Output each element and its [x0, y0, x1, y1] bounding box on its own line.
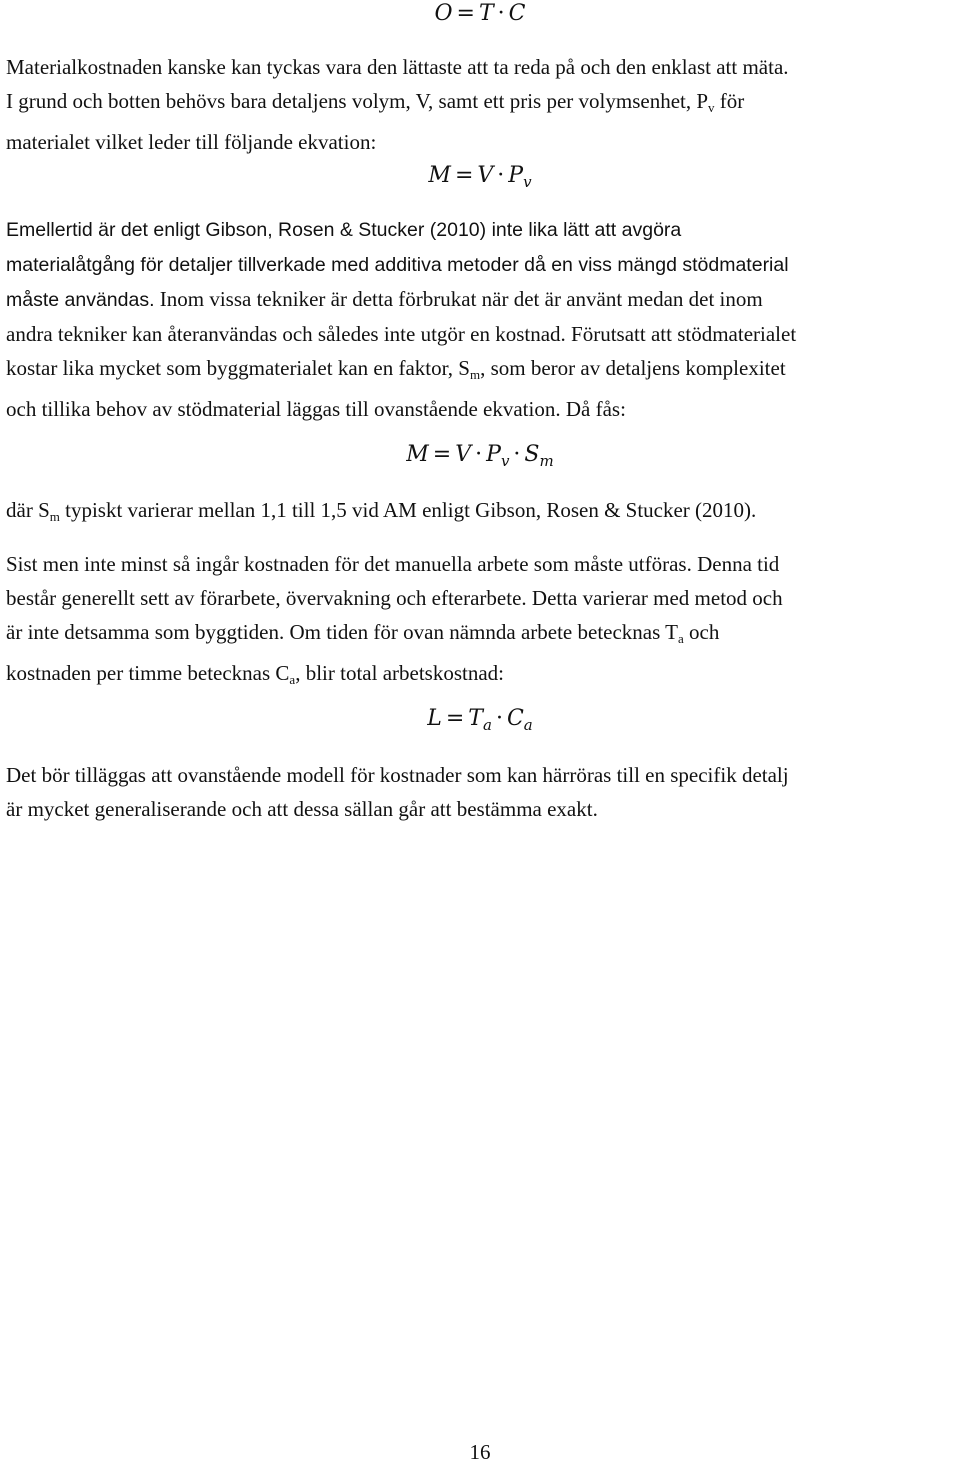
eq-subscript: a — [523, 716, 533, 734]
subscript: v — [708, 100, 715, 115]
text-span: och — [683, 620, 720, 644]
eq-symbol: C — [506, 706, 524, 731]
text-span: Inom vissa tekniker är detta förbrukat när det är använt medan det inom — [154, 287, 763, 311]
text-line — [6, 615, 954, 656]
eq-subscript: v — [500, 452, 510, 470]
paragraph-model-note — [6, 758, 954, 826]
eq-symbol: M — [406, 442, 429, 467]
text-line: består generellt sett av förarbete, övervakning och efterarbete. Detta varierar med metod och — [6, 586, 783, 610]
eq-symbol: T — [478, 1, 494, 26]
paragraph-sm-range — [6, 493, 954, 534]
eq-symbol: C — [508, 1, 526, 26]
eq-symbol: T — [468, 706, 483, 731]
text-line — [6, 84, 954, 125]
subscript: a — [678, 631, 684, 646]
text-span: typiskt varierar mellan 1,1 till 1,5 vid AM enligt Gibson, Rosen & Stucker (2010). — [59, 498, 757, 522]
eq-symbol: P — [508, 163, 524, 188]
text-line: materialet vilket leder till följande ekvation: — [6, 130, 377, 154]
eq-symbol: V — [455, 442, 472, 467]
text-span: Emellertid är det enligt Gibson, Rosen & Stucker (2010) inte lika lätt att avgöra — [6, 219, 682, 241]
text-span: kostar lika mycket som byggmaterialet kan en faktor, S — [6, 356, 470, 380]
text-line: är mycket generaliserande och att dessa sällan går att bestämma exakt. — [6, 797, 598, 821]
subscript: m — [469, 367, 481, 382]
eq-symbol: L — [427, 706, 442, 731]
text-line — [6, 282, 954, 317]
eq-symbol: S — [524, 442, 540, 467]
eq-symbol: V — [477, 163, 494, 188]
text-span: är inte detsamma som byggtiden. Om tiden för ovan nämnda arbete betecknas T — [6, 620, 678, 644]
text-line: Materialkostnaden kanske kan tyckas vara den lättaste att ta reda på och den enklast att mäta. — [6, 55, 789, 79]
equation-m-v-pv-sm: $M = V \cdot P_v \cdot S_m$ — [406, 442, 554, 470]
text-line: Sist men inte minst så ingår kostnaden för det manuella arbete som måste utföras. Denna tid — [6, 552, 780, 576]
eq-subscript: m — [539, 452, 554, 470]
text-line — [6, 493, 954, 534]
text-span: för — [714, 89, 745, 113]
text-line — [6, 351, 954, 392]
text-span: materialåtgång för detaljer tillverkade med additiva metoder då en viss mängd stödmaterial — [6, 254, 789, 276]
text-span: där S — [6, 498, 50, 522]
text-line: andra tekniker kan återanvändas och således inte utgör en kostnad. Förutsatt att stödmaterialet — [6, 322, 797, 346]
page-number: 16 — [469, 1440, 491, 1464]
equation-m-v-pv: $M = V \cdot P_v$ — [428, 163, 532, 191]
subscript: m — [49, 509, 60, 524]
eq-subscript: v — [523, 173, 532, 191]
equation-l-ta-ca: $L = T_a \cdot C_a$ — [427, 706, 533, 734]
text-span: kostnaden per timme betecknas C — [6, 661, 290, 685]
text-line — [6, 212, 954, 247]
text-line — [6, 247, 954, 282]
text-span: , som beror av detaljens komplexitet — [480, 356, 786, 380]
paragraph-support-material — [6, 212, 954, 426]
eq-symbol: O — [434, 1, 453, 26]
paragraph-material-cost-intro — [6, 50, 954, 159]
text-span: I grund och botten behövs bara detaljens volym, V, samt ett pris per volymsenhet, P — [6, 89, 709, 113]
text-span: måste användas. — [6, 289, 155, 311]
text-line — [6, 656, 954, 697]
text-line: Det bör tilläggas att ovanstående modell för kostnader som kan härröras till en specifik detalj — [6, 763, 789, 787]
eq-symbol: P — [486, 442, 501, 467]
paragraph-labor-cost — [6, 547, 954, 697]
text-span: , blir total arbetskostnad: — [295, 661, 504, 685]
equation-o-t-c: O = T · C — [434, 1, 526, 26]
eq-subscript: a — [482, 716, 492, 734]
subscript: a — [289, 672, 296, 687]
eq-symbol: M — [428, 163, 451, 188]
text-line: och tillika behov av stödmaterial läggas till ovanstående ekvation. Då fås: — [6, 397, 626, 421]
